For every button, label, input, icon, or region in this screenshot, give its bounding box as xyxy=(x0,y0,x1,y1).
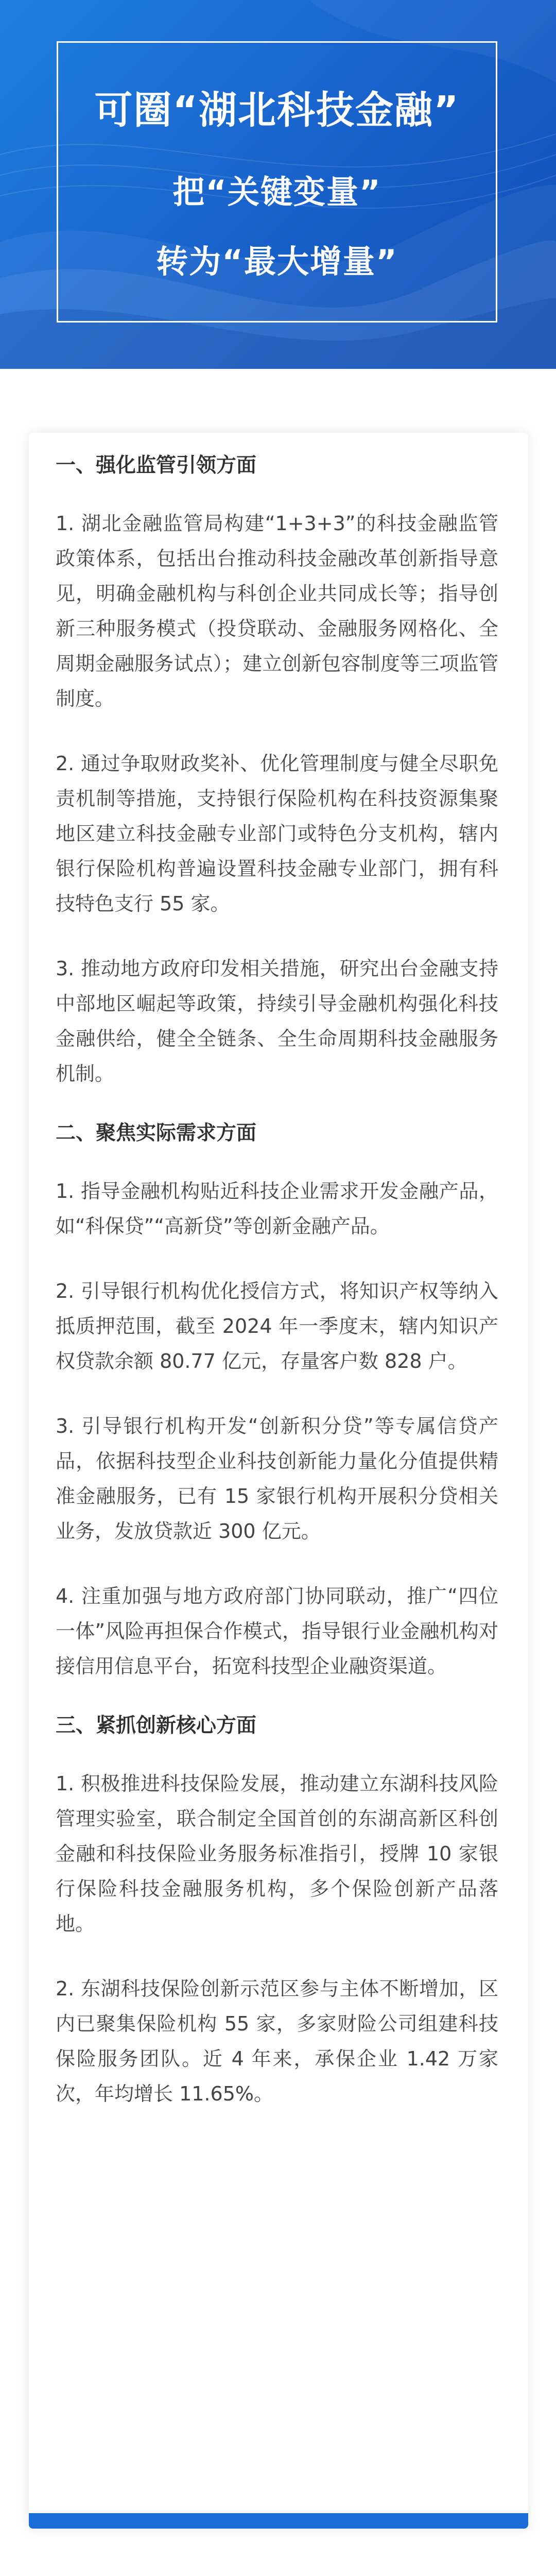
hero-title-line-2: 把“关键变量” xyxy=(172,173,381,211)
section-title-supervision: 一、强化监管引领方面 xyxy=(56,454,257,477)
section-1-paragraph-2: 2. 通过争取财政奖补、优化管理制度与健全尽职免责机制等措施，支持银行保险机构在科技资源集聚地区建立科技金融专业部门或特色分支机构，辖内银行保险机构普遍设置科技金融专业部门，拥有科技特色支行 55 家。 xyxy=(56,752,498,915)
section-2-paragraph-2: 2. 引导银行机构优化授信方式，将知识产权等纳入抵质押范围，截至 2024 年一季度末，辖内知识产权贷款余额 80.77 亿元，存量客户数 828 户。 xyxy=(56,1280,498,1372)
card-bottom-accent-bar xyxy=(29,2513,528,2529)
section-title-innovation: 三、紧抓创新核心方面 xyxy=(56,1714,257,1737)
section-2-paragraph-3: 3. 引导银行机构开发“创新积分贷”等专属信贷产品，依据科技型企业科技创新能力量化分值提供精准金融服务，已有 15 家银行机构开展积分贷相关业务，发放贷款近 300 亿元。 xyxy=(56,1415,498,1543)
hero-title-line-1: 可圈“湖北科技金融” xyxy=(94,88,460,132)
section-1-paragraph-1: 1. 湖北金融监管局构建“1+3+3”的科技金融监管政策体系，包括出台推动科技金融改革创新指导意见，明确金融机构与科创企业共同成长等；指导创新三种服务模式（投贷联动、金融服务网格化、全周期金融服务试点）；建立创新包容制度等三项监管制度。 xyxy=(56,512,498,710)
section-3-paragraph-1: 1. 积极推进科技保险发展，推动建立东湖科技风险管理实验室，联合制定全国首创的东湖高新区科创金融和科技保险业务服务标准指引，授牌 10 家银行保险科技金融服务机构，多个保险创新产品落地。 xyxy=(56,1772,498,1935)
hero-banner xyxy=(0,0,556,369)
section-3-paragraph-2: 2. 东湖科技保险创新示范区参与主体不断增加，区内已聚集保险机构 55 家，多家财险公司组建科技保险服务团队。近 4 年来，承保企业 1.42 万家次，年均增长 11.65%。 xyxy=(56,1977,498,2105)
hero-title-line-3: 转为“最大增量” xyxy=(156,243,398,280)
section-2-paragraph-4: 4. 注重加强与地方政府部门协同联动，推广“四位一体”风险再担保合作模式，指导银行业金融机构对接信用信息平台，拓宽科技型企业融资渠道。 xyxy=(56,1585,498,1677)
content-card xyxy=(29,433,528,2529)
section-title-demand: 二、聚焦实际需求方面 xyxy=(56,1122,257,1145)
section-1-paragraph-3: 3. 推动地方政府印发相关措施，研究出台金融支持中部地区崛起等政策，持续引导金融机构强化科技金融供给，健全全链条、全生命周期科技金融服务机制。 xyxy=(56,957,498,1085)
hero-title-frame xyxy=(57,41,497,323)
section-2-paragraph-1: 1. 指导金融机构贴近科技企业需求开发金融产品，如“科保贷”“高新贷”等创新金融产品。 xyxy=(56,1180,498,1238)
